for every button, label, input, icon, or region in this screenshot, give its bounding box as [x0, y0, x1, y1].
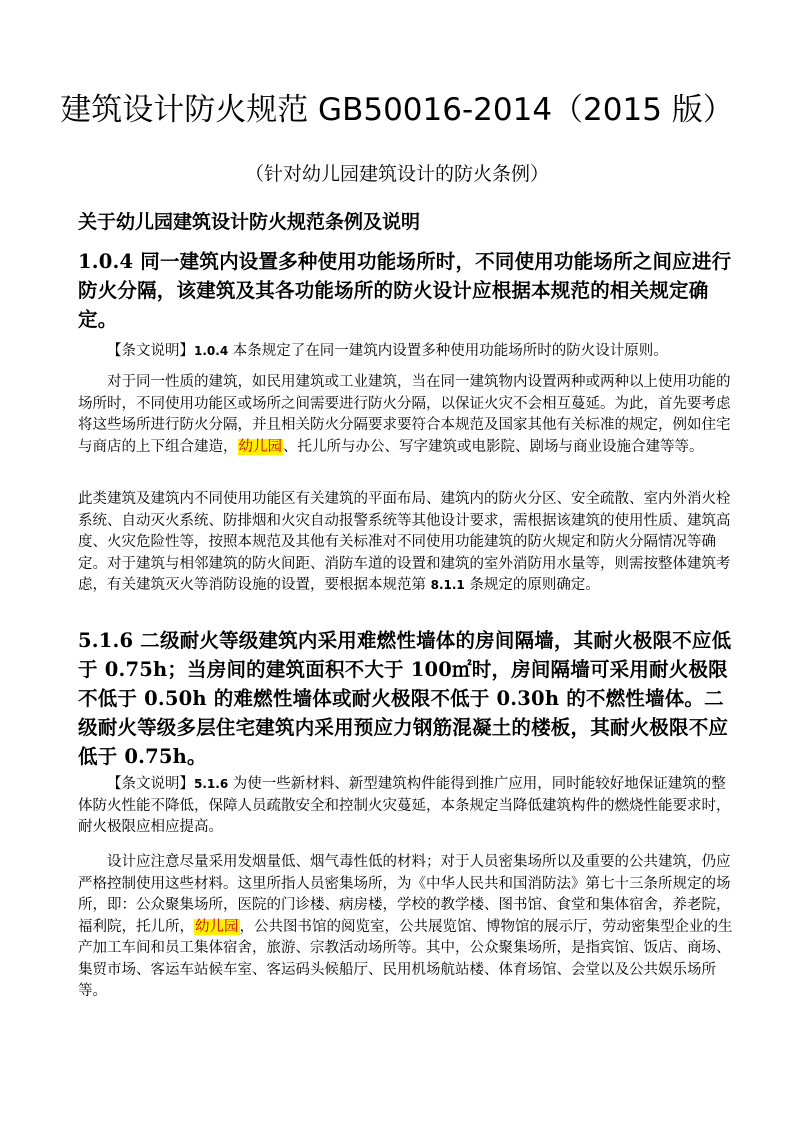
note-label: 【条文说明】 [107, 343, 194, 359]
section-heading: 关于幼儿园建筑设计防火规范条例及说明 [78, 211, 421, 233]
clause-1-0-4: 1.0.4 同一建筑内设置多种使用功能场所时，不同使用功能场所之间应进行防火分隔，该建筑及其各功能场所的防火设计应根据本规范的相关规定确定。 [78, 250, 732, 331]
note-label: 【条文说明】 [107, 776, 194, 792]
clause-5-1-6: 5.1.6 二级耐火等级建筑内采用难燃性墙体的房间隔墙，其耐火极限不应低于 0.75h；当房间的建筑面积不大于 100㎡时，房间隔墙可采用耐火极限不低于 0.50h 的难燃性墙体或耐火极限不低于 0.30h 的不燃性墙体。二级耐火等级多层住宅建筑内采用预应力钢筋混凝土的楼板，其耐火极限不应低于 0.75h。 [78, 629, 732, 768]
note-text: 为使一些新材料、新型建筑构件能得到推广应用，同时能较好地保证建筑的整体防火性能不降低，保障人员疏散安全和控制火灾蔓延，本条规定当降低建筑构件的燃烧性能要求时，耐火极限应相应提高。 [78, 776, 731, 835]
document-title: 建筑设计防火规范 GB50016-2014（2015 版） [60, 92, 734, 128]
highlighted-term: 幼儿园 [238, 438, 282, 455]
clause-note-1-0-4 [78, 341, 738, 363]
paragraph-crowded-places [78, 852, 738, 1003]
paragraph-mixed-use [78, 372, 738, 458]
note-number: 5.1.6 [194, 777, 229, 791]
paragraph-fire-requirements [78, 489, 738, 597]
paragraph-text: 设计应注意尽量采用发烟量低、烟气毒性低的材料；对于人员密集场所以及重要的公共建筑，仍应严格控制使用这些材料。这里所指人员密集场所，为《中华人民共和国消防法》第七十三条所规定的场所，即：公众聚集场所，医院的门诊楼、病房楼，学校的教学楼、图书馆、食堂和集体宿舍，养老院，福利院，托儿所， [78, 854, 731, 935]
note-text: 本条规定了在同一建筑内设置多种使用功能场所时的防火设计原则。 [228, 343, 668, 359]
note-number: 1.0.4 [194, 344, 229, 358]
clause-note-5-1-6 [78, 774, 738, 839]
clause-reference: 8.1.1 [430, 578, 465, 592]
paragraph-text: 、托儿所与办公、写字建筑或电影院、剧场与商业设施合建等等。 [283, 438, 704, 455]
paragraph-text: 条规定的原则确定。 [464, 577, 600, 593]
paragraph-text: ，公共图书馆的阅览室，公共展览馆、博物馆的展示厅，劳动密集型企业的生产加工车间和员工集体宿舍，旅游、宗教活动场所等。其中，公众聚集场所，是指宾馆、饭店、商场、集贸市场、客运车站候车室、客运码头候船厅、民用机场航站楼、体育场馆、会堂以及公共娱乐场所等。 [78, 918, 733, 999]
highlighted-term: 幼儿园 [195, 918, 239, 935]
document-subtitle: （针对幼儿园建筑设计的防火条例） [244, 163, 549, 185]
paragraph-text: 此类建筑及建筑内不同使用功能区有关建筑的平面布局、建筑内的防火分区、安全疏散、室内外消火栓系统、自动灭火系统、防排烟和火灾自动报警系统等其他设计要求，需根据该建筑的使用性质、建筑高度、火灾危险性等，按照本规范及其他有关标准对不同使用功能建筑的防火规定和防火分隔情况等确定。对于建筑与相邻建筑的防火间距、消防车道的设置和建筑的室外消防用水量等，则需按整体建筑考虑，有关建筑灭火等消防设施的设置，要根据本规范第 [78, 491, 731, 593]
paragraph-text: 对于同一性质的建筑，如民用建筑或工业建筑，当在同一建筑物内设置两种或两种以上使用功能的场所时，不同使用功能区或场所之间需要进行防火分隔，以保证火灾不会相互蔓延。为此，首先要考虑将这些场所进行防火分隔，并且相关防火分隔要求要符合本规范及国家其他有关标准的规定，例如住宅与商店的上下组合建造， [78, 374, 731, 455]
